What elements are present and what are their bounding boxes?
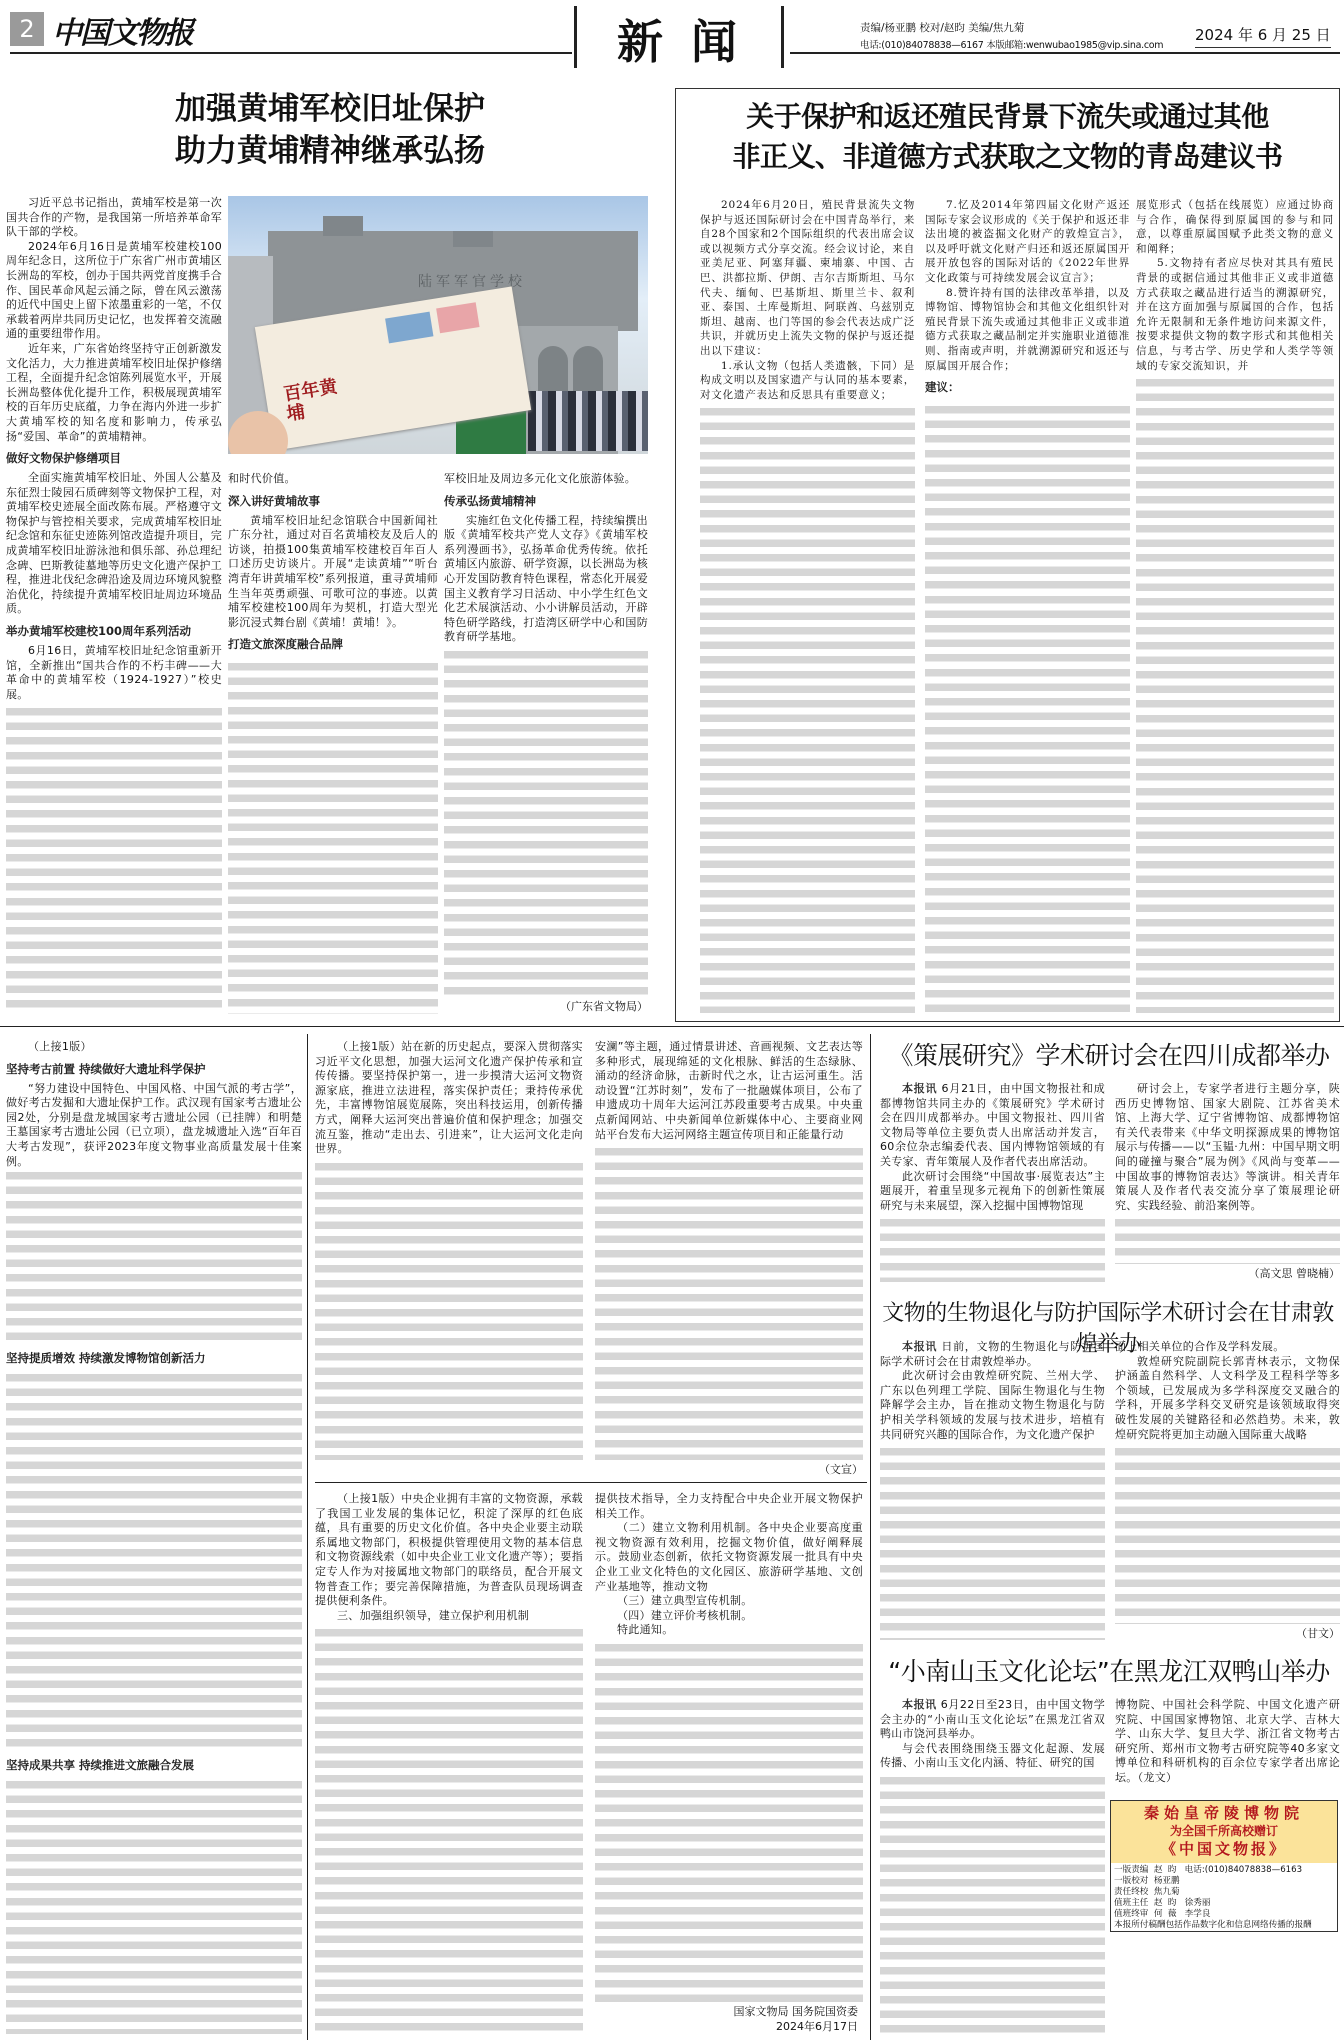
paragraph-text: 6月22日至23日，由中国文物学会主办的“小南山玉文化论坛”在黑龙江省双鸭山市饶河县举办。	[880, 1698, 1105, 1741]
section-subheading: 做好文物保护修缮项目	[6, 451, 121, 466]
paragraph: 与会代表围绕围绕玉器文化起源、发展传播、小南山玉文化内涵、特征、研究的国	[880, 1741, 1105, 1770]
byline: （甘文）	[1296, 1627, 1340, 1640]
headline-line: 非正义、非道德方式获取之文物的青岛建议书	[732, 140, 1283, 173]
article-column	[595, 1492, 863, 2002]
dateline: 本报讯	[902, 1340, 938, 1353]
headline: 文物的生物退化与防护国际学术研讨会在甘肃敦煌举办	[882, 1301, 1334, 1357]
paragraph: 特此通知。	[617, 1623, 674, 1637]
paragraph: 和时代价值。	[228, 472, 296, 485]
paragraph	[880, 1082, 1105, 1170]
text-lines	[700, 405, 915, 1013]
signature-date: 2024年6月17日	[776, 2020, 858, 2033]
staff-row: 本报所付稿酬包括作品数字化和信息网络传播的报酬	[1114, 1920, 1312, 1930]
staff-row: 值班主任 赵 昀 徐秀丽	[1114, 1898, 1211, 1908]
text-lines	[1115, 1216, 1340, 1264]
byline: （高文思 曾晓楠）	[1248, 1267, 1340, 1280]
article-column	[228, 472, 438, 1014]
newspaper-logo: 中国文物报	[52, 16, 192, 51]
article-column	[1115, 1340, 1340, 1624]
article-column	[595, 1040, 863, 1460]
article-column	[700, 198, 915, 1013]
paragraph: “努力建设中国特色、中国风格、中国气派的考古学”，做好考古发掘和大遗址保护工作。武汉现有国家考古遗址公园2处，分别是盘龙城国家考古遗址公园（已挂牌）和明楚王墓国家考古遗址公园（已立项），盘龙城遗址入选“百年百大考古发现”，获评2023年度文物事业高质量发展十佳案例。	[6, 1081, 302, 1168]
notice-line: 秦始皇帝陵博物院	[1143, 1804, 1304, 1822]
text-lines	[315, 1626, 583, 2036]
text-lines	[6, 705, 222, 1014]
notice-line: 《中国文物报》	[1160, 1840, 1287, 1858]
page-number: 2	[10, 12, 44, 46]
paragraph: 此次研讨会由敦煌研究院、兰州大学、广东以色列理工学院、国际生物退化与生物降解学会主办，旨在推动文物生物退化与防护相关学科领域的发展与技术进步，培植有共同研究兴趣的国际合作，为文化遗产保护	[880, 1369, 1105, 1441]
paragraph: 研讨会上，专家学者进行主题分享，陕西历史博物馆、国家大剧院、江苏省美术馆、上海大学、辽宁省博物馆、成都博物馆有关代表带来《中华文明探源成果的博物馆展示与传播——以“玉韫·九州：中国早期文明间的碰撞与聚合”展为例》《风尚与变革——中国故事的博物馆表达》等演讲。相关青年策展人及作者代表交流分享了策展理论研究、实践经验、前沿案例等。	[1115, 1082, 1340, 1212]
text-lines	[925, 403, 1130, 1013]
headline	[676, 97, 1339, 177]
envelope-title: 百年黄埔	[282, 376, 339, 426]
dateline: 本报讯	[902, 1082, 938, 1095]
text-lines	[1136, 376, 1334, 1013]
news-photo	[228, 196, 648, 454]
paragraph: 2024年6月16日是黄埔军校建校100周年纪念日，这所位于广东省广州市黄埔区长洲岛的军校，创办于国共两党首度携手合作、国民革命风起云涌之际，曾在风云激荡的近代中国史上留下浓墨重彩的一笔，不仅承载着两岸共同历史记忆，也发挥着交流融通的重要纽带作用。	[6, 239, 222, 341]
text-lines	[880, 1445, 1105, 1640]
continued-label: （上接1版）	[28, 1040, 92, 1053]
notice-line: 为全国千所高校赠订	[1169, 1824, 1278, 1838]
text-lines	[595, 1641, 863, 2002]
headline: “小南山玉文化论坛”在黑龙江双鸭山举办	[888, 1657, 1330, 1686]
text-lines	[6, 1778, 302, 2034]
staff-row: 一版责编 赵 昀 电话:(010)84078838—6163	[1114, 1865, 1303, 1875]
staff-row: 责任终校 焦九菊	[1114, 1887, 1180, 1897]
byline: （广东省文物局）	[560, 1000, 648, 1013]
notice-box	[1110, 1800, 1338, 1932]
text-lines	[1115, 1445, 1340, 1624]
paragraph: 安澜”等主题，通过情景讲述、音画视频、文艺表达等多种形式，展现绵延的文化根脉、鲜活的生态绿脉、涌动的经济命脉，击新时代之水，让古运河重生。活动设置“江苏时刻”，发布了一批融媒体项目，公布了申遗成功十周年大运河江苏段重要考古成果。中央重点新闻网站、中央新闻单位新媒体中心、主要商业网站平台发布大运河网络主题宣传项目和正能量行动	[595, 1040, 863, 1141]
paragraph: 三、加强组织领导，建立保护利用机制	[337, 1608, 530, 1622]
text-lines	[6, 1371, 302, 1751]
article-column	[880, 1698, 1105, 2038]
editor-credits: 责编/杨亚鹏 校对/赵昀 美编/焦九菊	[860, 22, 1025, 34]
paragraph: 7.忆及2014年第四届文化财产返还国际专家会议形成的《关于保护和返还非法出境的被盗掘文化财产的敦煌宣言》，以及呼吁就文化财产归还和返还原属国开展开放包容的国际对话的《2022年世界文化政策与可持续发展会议宣言》；	[925, 199, 1130, 284]
paragraph: 近年来，广东省始终坚持守正创新激发文化活力，大力推进黄埔军校旧址保护修缮工程，全面提升纪念馆陈列展览水平，开展长洲岛整体优化提升工作，积极展现黄埔军校的百年历史底蕴，力争在海内外进一步扩大黄埔军校的知名度和影响力，传承弘扬“爱国、革命”的黄埔精神。	[6, 341, 222, 443]
text-lines	[228, 660, 438, 1014]
article-column	[1115, 1698, 1340, 1788]
text-lines	[444, 648, 648, 999]
contact-info: 电话:(010)84078838—6167 本版邮箱:wenwubao1985@vip.sina.com	[860, 40, 1164, 51]
paragraph: 8.赞许持有国的法律改革举措，以及博物馆、博物馆协会和其他文化组织针对殖民背景下流失或通过其他非正义或非道德方式获取之藏品制定并实施职业道德准则、指南或声明，并就溯源研究和返还与原属国开展合作；	[925, 286, 1130, 372]
headline-line: 关于保护和返还殖民背景下流失或通过其他	[746, 100, 1269, 133]
paragraph: （四）建立评价考核机制。	[617, 1608, 753, 1622]
paragraph: 提供技术指导，全力支持配合中央企业开展文物保护相关工作。	[595, 1492, 863, 1520]
signature-org: 国家文物局 国务院国资委	[733, 2005, 858, 2018]
paragraph: 展览形式（包括在线展览）应通过协商与合作，确保得到原属国的参与和同意，以尊重原属国赋予此类文物的意义和阐释；	[1136, 199, 1334, 255]
paragraph: 1.承认文物（包括人类遗骸，下同）是构成文明以及国家遗产与认同的基本要素，对文化遗产表达和反思具有重要意义；	[700, 359, 915, 401]
section-subheading: 举办黄埔军校建校100周年系列活动	[6, 624, 192, 639]
dateline: 本报讯	[902, 1698, 937, 1711]
paragraph: 实施红色文化传播工程，持续编撰出版《黄埔军校共产党人文存》《黄埔军校系列漫画书》，弘扬革命优秀传统。依托黄埔区内旅游、研学资源，以长洲岛为核心开发国防教育特色课程，常态化开展爱国主义教育学习日活动、中小学生红色文化艺术展演活动、小小讲解员活动，开辟特色研学路线，打造湾区研学中心和国防教育研学基地。	[444, 513, 648, 644]
section-subheading: 坚持提质增效 持续激发博物馆创新活力	[6, 1351, 206, 1366]
section-subheading: 传承弘扬黄埔精神	[444, 493, 536, 508]
section-title: 新 闻	[616, 15, 743, 69]
headline: 《策展研究》学术研讨会在四川成都举办	[888, 1041, 1330, 1070]
article-column	[315, 1492, 583, 2036]
paragraph: 全面实施黄埔军校旧址、外国人公墓及东征烈士陵园石质碑刻等文物保护工程，对黄埔军校史迹展全面改陈布展。严格遵守文物保护与管控相关要求，完成黄埔军校旧址纪念馆和东征史迹陈列馆改造提升项目，完成黄埔军校旧址游泳池和俱乐部、孙总理纪念碑、巴斯教徒墓地等历史文化遗产保护工程，推进北伐纪念碑沿途及周边环境风貌整治优化，持续提升黄埔军校旧址周边环境品质。	[6, 471, 222, 616]
staff-row: 值班终审 何 薇 李学良	[1114, 1909, 1211, 1919]
paragraph: 5.文物持有者应尽快对其具有殖民背景的或据信通过其他非正义或非道德方式获取之藏品进行适当的溯源研究，并在这方面加强与原属国的合作，包括允许无限制和无条件地访问来源文件，按要求提供文物的数字形式和其他相关信息，与考古学、历史学和人类学等领域的专家交流知识，并	[1136, 257, 1334, 372]
article-column	[880, 1082, 1105, 1282]
byline: （文宣）	[819, 1463, 863, 1476]
paragraph	[880, 1698, 1105, 1742]
paragraph: 敦煌研究院副院长郭青林表示，文物保护涵盖自然科学、人文科学及工程科学等多个领域，已发展成为多学科深度交叉融合的学科，开展多学科交叉研究是该领域取得突破性发展的关键路径和必然趋势。未来，敦煌研究院将更加主动融入国际重大战略	[1115, 1354, 1340, 1441]
paragraph: 黄埔军校旧址纪念馆联合中国新闻社广东分社，通过对百名黄埔校友及后人的访谈，拍摄100集黄埔军校建校百年百人口述历史访谈片。开展“走读黄埔”“听台湾青年讲黄埔军校”系列报道，重寻黄埔师生当年英勇顽强、可歌可泣的事迹。以黄埔军校建校100周年为契机，打造大型光影沉浸式舞台剧《黄埔！黄埔！》。	[228, 513, 438, 629]
section-subheading: 深入讲好黄埔故事	[228, 493, 320, 508]
headline-line: 助力黄埔精神继承弘扬	[175, 133, 485, 169]
staff-row: 一版校对 杨亚鹏	[1114, 1876, 1180, 1886]
paragraph: 习近平总书记指出，黄埔军校是第一次国共合作的产物，是我国第一所培养革命军队干部的学校。	[6, 196, 222, 239]
paragraph: （二）建立文物利用机制。各中央企业要高度重视文物资源有效利用，挖掘文物价值，做好阐释展示。鼓励业态创新，依托文物资源发展一批具有中央企业工业文化特色的文化园区、旅游研学基地、文创产业基地等，推动文物	[595, 1521, 863, 1593]
text-lines	[595, 1145, 863, 1460]
text-lines	[315, 1160, 583, 1460]
article-archaeology	[6, 1040, 302, 2034]
paragraph: 6月16日，黄埔军校旧址纪念馆重新开馆，全新推出“国共合作的不朽丰碑——大革命中的黄埔军校（1924-1927）”校史展。	[6, 644, 222, 701]
paragraph: 面上相关单位的合作及学科发展。	[1115, 1340, 1285, 1353]
text-lines	[6, 1169, 302, 1344]
article-column	[925, 198, 1130, 1013]
notice-box-header	[1111, 1801, 1337, 1863]
article-column	[1115, 1082, 1340, 1264]
paragraph: （上接1版）站在新的历史起点，要深入贯彻落实习近平文化思想，加强大运河文化遗产保护传承和宣传传播。要坚持保护第一，进一步摸清大运河文物资源家底，推进立法进程，落实保护责任；秉持传承优先，丰富博物馆展览展陈，突出科技运用，创新传播方式，阐释大运河突出普遍价值和保护理念；加强交流互鉴，推动“走出去、引进来”，让大运河文化走向世界。	[315, 1040, 583, 1156]
paragraph: （三）建立典型宣传机制。	[617, 1594, 753, 1608]
article-column	[6, 196, 222, 1014]
paragraph-text: 日前，文物的生物退化与防护国际学术研讨会在甘肃敦煌举办。	[880, 1340, 1105, 1368]
section-subheading: 坚持成果共享 持续推进文旅融合发展	[6, 1758, 195, 1773]
headline-line: 加强黄埔军校旧址保护	[175, 91, 485, 127]
article-column	[444, 472, 648, 1014]
section-subheading: 打造文旅深度融合品牌	[228, 637, 343, 652]
paragraph	[880, 1340, 1105, 1369]
text-lines	[880, 1216, 1105, 1282]
paragraph: 博物院、中国社会科学院、中国文化遗产研究院、中国国家博物馆、北京大学、吉林大学、山东大学、复旦大学、浙江省文物考古研究所、郑州市文物考古研究院等40多家文博单位和科研机构的百余位专家学者出席论坛。（龙文）	[1115, 1698, 1340, 1784]
article-column	[315, 1040, 583, 1460]
article-column	[1136, 198, 1334, 1013]
paragraph: （上接1版）中央企业拥有丰富的文物资源，承载了我国工业发展的集体记忆，积淀了深厚的红色底蕴，具有重要的历史文化价值。各中央企业要主动联系属地文物部门，积极提供管理使用文物的基本信息和文物资源线索（如中央企业工业文化遗产等）；要指定专人作为对接属地文物部门的联络员，配合开展文物普查工作；要完善保障措施，为普查队员现场调查提供便利条件。	[315, 1492, 583, 1608]
section-subheading: 建议：	[925, 380, 960, 395]
text-lines	[880, 1774, 1105, 2038]
issue-date: 2024 年 6 月 25 日	[1195, 24, 1331, 48]
section-subheading: 坚持考古前置 持续做好大遗址科学保护	[6, 1061, 206, 1076]
staff-list	[1111, 1863, 1337, 1933]
headline	[0, 88, 660, 172]
paragraph: 2024年6月20日，殖民背景流失文物保护与返还国际研讨会在中国青岛举行，来自28个国家和2个国际组织的代表出席会议或以视频方式分享交流。经会议讨论，来自亚美尼亚、阿塞拜疆、柬埔寨、中国、古巴、洪都拉斯、伊朗、吉尔吉斯斯坦、马尔代夫、缅甸、巴基斯坦、斯里兰卡、叙利亚、泰国、土库曼斯坦、阿联酋、乌兹别克斯坦、越南、也门等国的参会代表达成广泛共识，并就历史上流失文物的保护与返还提出以下建议：	[700, 199, 915, 357]
article-column	[880, 1340, 1105, 1640]
paragraph-text: 6月21日，由中国文物报社和成都博物馆共同主办的《策展研究》学术研讨会在四川成都举办。中国文物报社、四川省文物局等单位主要负责人出席活动并发言，60余位杂志编委代表、国内博物馆领域的有关专家、青年策展人及作者代表出席活动。	[880, 1082, 1105, 1168]
signature	[600, 2004, 858, 2034]
paragraph: 军校旧址及周边多元化文化旅游体验。	[444, 472, 637, 485]
paragraph: 此次研讨会围绕“中国故事·展览表达”主题展开，着重呈现多元视角下的创新性策展研究与未来展望，深入挖掘中国博物馆现	[880, 1169, 1105, 1212]
gate-inscription: 陆军军官学校	[418, 274, 526, 290]
